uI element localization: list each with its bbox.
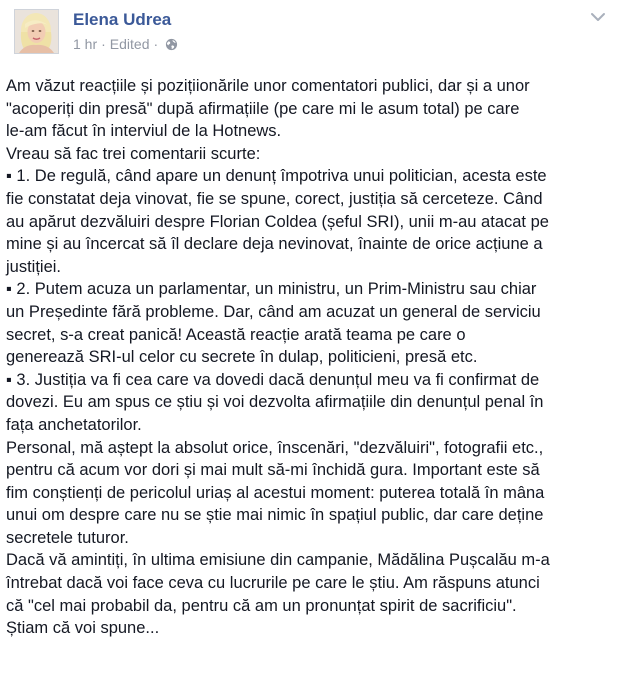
post-text-line: au apărut dezvăluiri despre Florian Coldea (șeful SRI), unii m-au atacat pe: [6, 212, 549, 231]
post-text-line: generează SRI-ul celor cu secrete în dulap, politicieni, presă etc.: [6, 348, 478, 367]
globe-icon[interactable]: [165, 38, 178, 51]
post-text-line: că "cel mai probabil da, pentru că am un pronunțat spirit de sacrificiu".: [6, 596, 517, 615]
meta-separator: ·: [101, 36, 106, 52]
edited-label[interactable]: Edited: [109, 36, 150, 52]
post-text-line: pentru că acum vor dori și mai mult să-mi închidă gura. Important este să: [6, 461, 540, 480]
post-text-line: întrebat dacă voi face ceva cu lucrurile pe care le știu. Am răspuns atunci: [6, 574, 540, 593]
post-text-line: ▪ 3. Justiția va fi cea care va dovedi dacă denunțul meu va fi confirmat de: [6, 370, 540, 389]
post-meta: [73, 36, 178, 52]
post-text-line: unui om despre care nu se știe mai nimic în spațiul public, dar care deține: [6, 506, 544, 525]
post-text-line: secret, s-a creat panică! Această reacție arată teama pe care o: [6, 325, 466, 344]
post-text-line: Vreau să fac trei comentarii scurte:: [6, 144, 261, 163]
post-text-line: un Președinte fără probleme. Dar, când am acuzat un general de serviciu: [6, 302, 541, 321]
post-text-line: fie constatat deja vinovat, fie se spune, corect, justiția să cerceteze. Când: [6, 189, 543, 208]
post-text-line: le-am făcut în interviul de la Hotnews.: [6, 122, 282, 141]
post-text-line: Personal, mă aștept la absolut orice, înscenări, "dezvăluiri", fotografii etc.,: [6, 438, 544, 457]
post-text-line: Dacă vă amintiți, în ultima emisiune din campanie, Mădălina Pușcalău m-a: [6, 551, 550, 570]
post-text-line: ▪ 1. De regulă, când apare un denunț împotriva unui politician, acesta este: [6, 167, 547, 186]
post-text-line: justiției.: [6, 257, 62, 276]
post-text-line: Am văzut reacțiile și pozițiionările unor comentatori publici, dar și a unor: [6, 77, 530, 95]
post-text: [6, 75, 616, 640]
post-header: [10, 6, 610, 58]
timestamp[interactable]: 1 hr: [73, 36, 98, 52]
meta-separator: ·: [153, 36, 159, 52]
avatar-photo: [15, 10, 58, 53]
chevron-down-icon[interactable]: [589, 10, 607, 24]
post-text-line: dovezi. Eu am spus ce știu și voi dezvolta afirmațiile din denunțul penal în: [6, 393, 544, 412]
post-text-line: secretele tuturor.: [6, 528, 129, 547]
avatar[interactable]: [14, 9, 59, 54]
post-text-line: mine și au încercat să îl declare deja nevinovat, înainte de orice acțiune a: [6, 235, 543, 254]
post-text-line: "acoperiți din presă" după afirmațiile (pe care mi le asum total) pe care: [6, 99, 520, 118]
post-text-line: ▪ 2. Putem acuza un parlamentar, un ministru, un Prim-Ministru sau chiar: [6, 280, 537, 299]
post-text-line: fim conștienți de pericolul uriaș al acestui moment: puterea totală în mâna: [6, 483, 545, 502]
post-text-line: fața anchetatorilor.: [6, 415, 142, 434]
author-name[interactable]: Elena Udrea: [73, 10, 172, 29]
post-text-line: Știam că voi spune...: [6, 619, 160, 638]
